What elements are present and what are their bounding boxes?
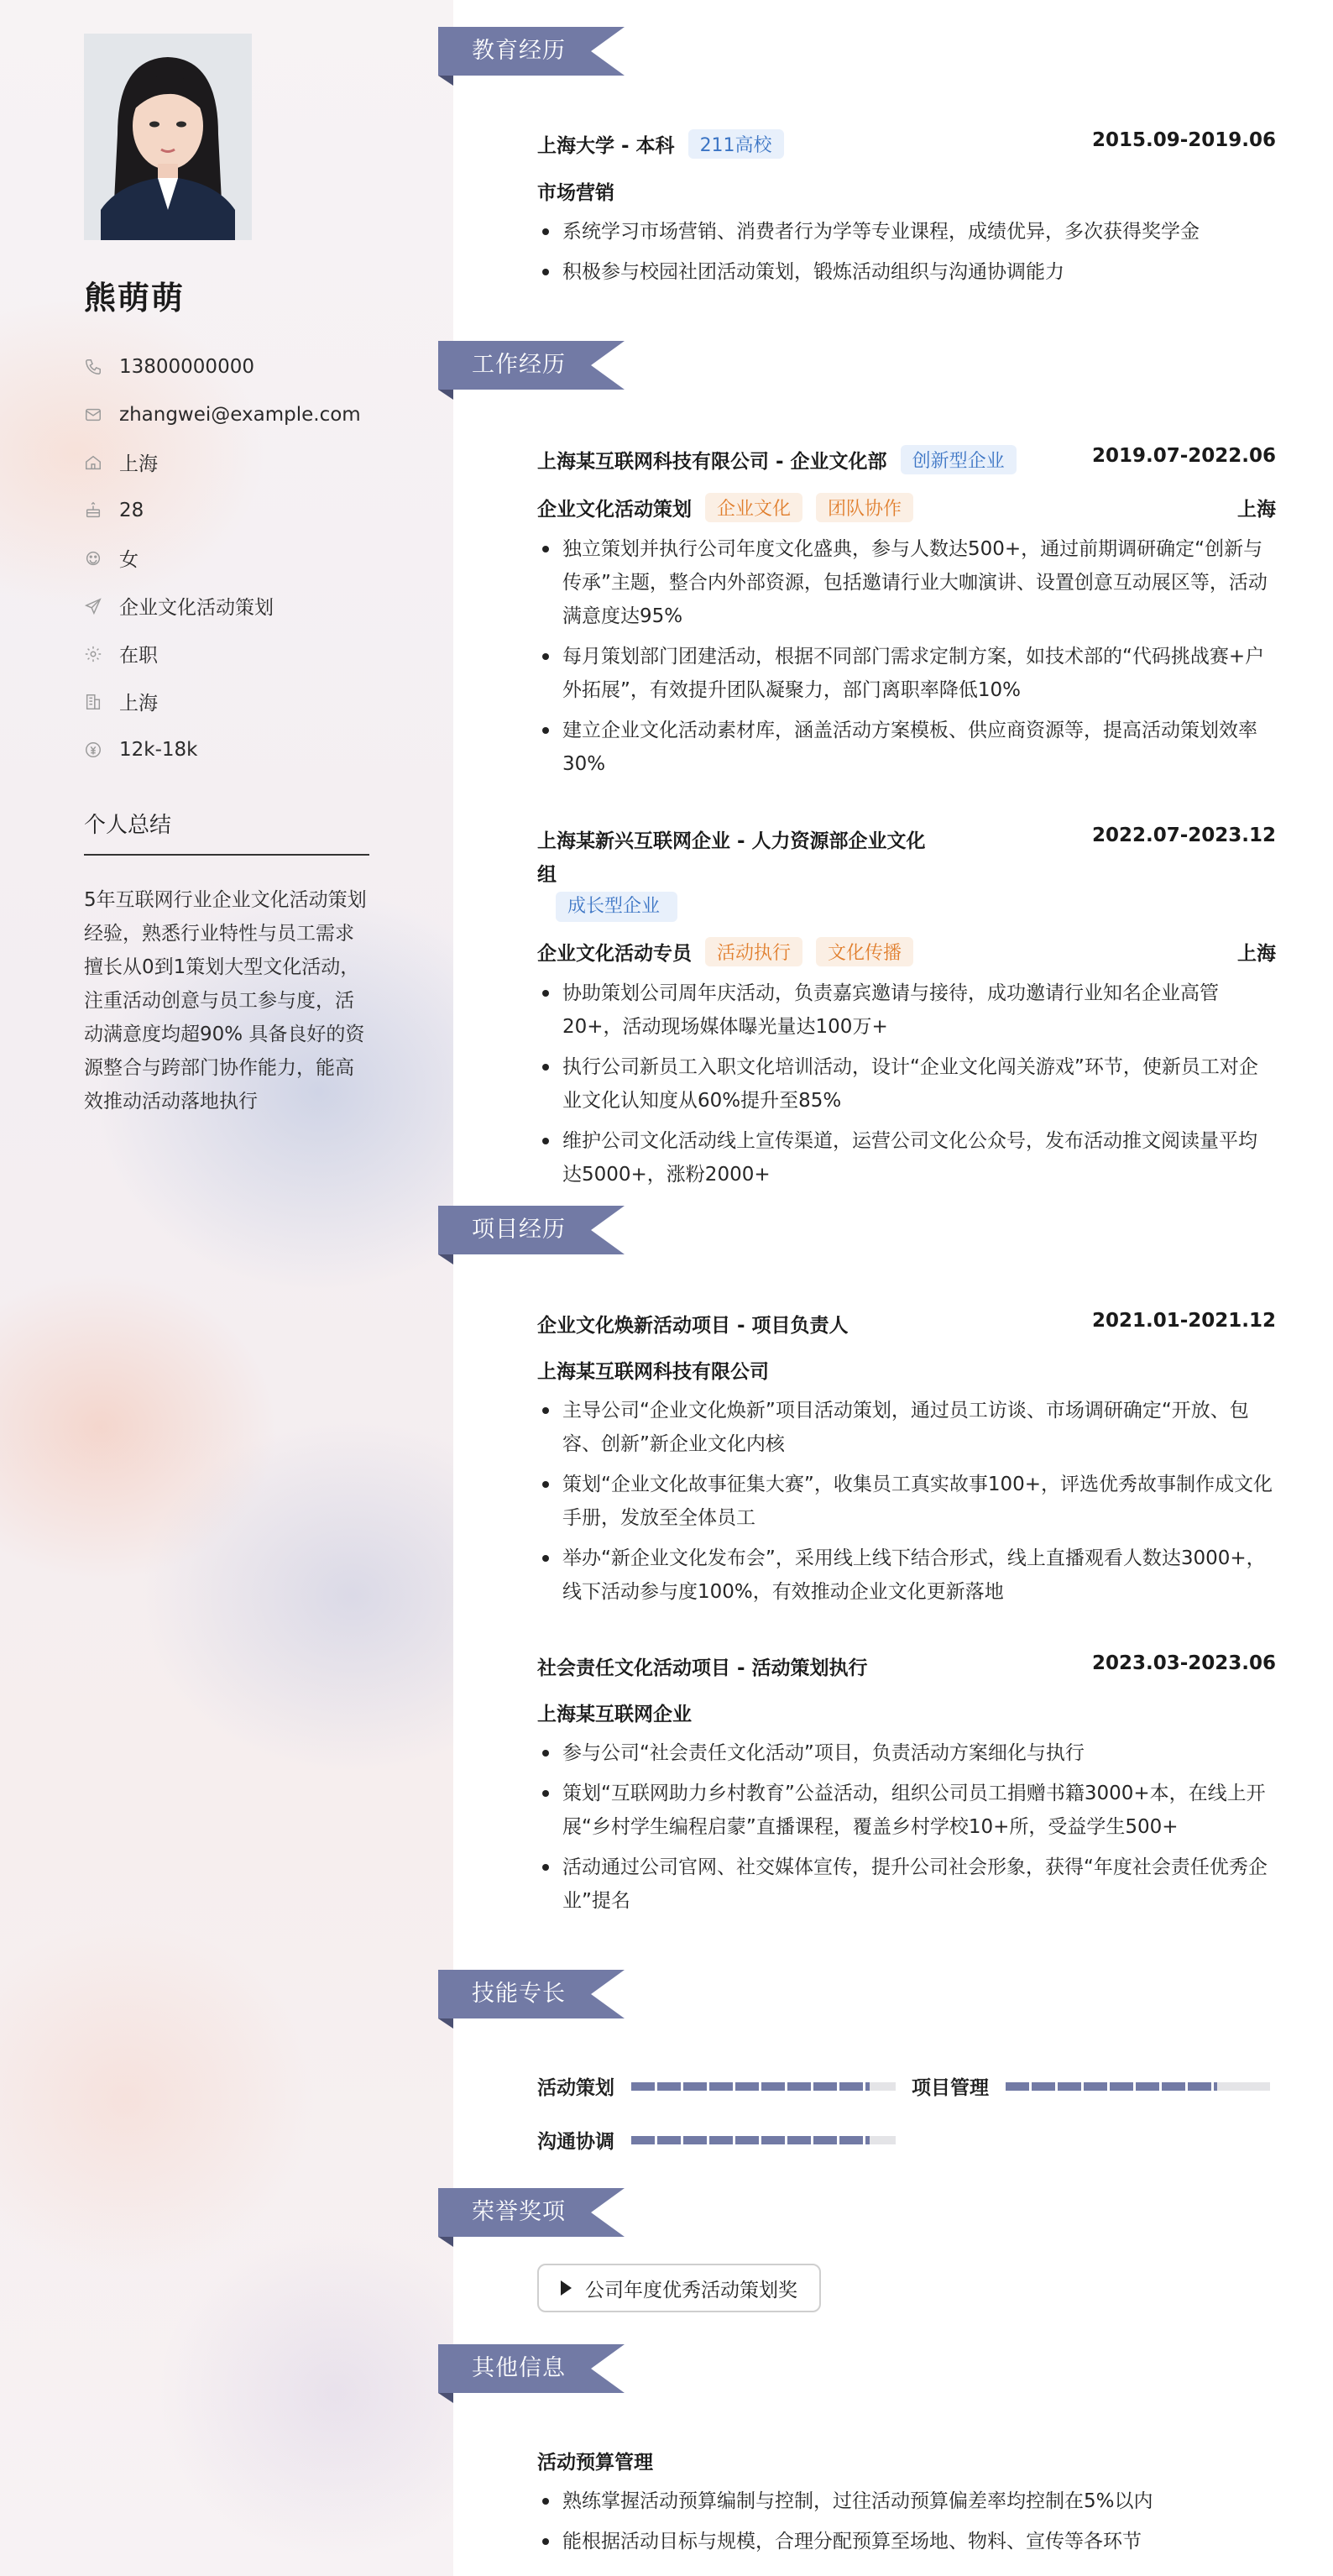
section-header-project: [438, 1206, 640, 1254]
home-icon: [84, 453, 102, 472]
section-title: 技能专长: [472, 1981, 566, 2007]
other-title: 活动预算管理: [537, 2452, 653, 2474]
info-city: [84, 438, 369, 486]
city-text: 上海: [119, 453, 158, 475]
email-text: zhangwei@example.com: [119, 403, 361, 426]
work-entry: [537, 445, 1276, 788]
job-role: 企业文化活动策划: [537, 499, 692, 521]
section-header-other: [438, 2344, 640, 2393]
other-bullets: [537, 2484, 1276, 2558]
skill-bar: [631, 2136, 896, 2144]
section-header-honors: [438, 2188, 640, 2237]
mail-icon: [84, 406, 102, 424]
list-item: 建立企业文化活动素材库，涵盖活动方案模板、供应商资源等，提高活动策划效率30%: [537, 714, 1276, 781]
list-item: 策划“企业文化故事征集大赛”，收集员工真实故事100+，评选优秀故事制作成文化手册，发放至全体员工: [537, 1468, 1276, 1535]
role-tag: 文化传播: [816, 937, 913, 966]
list-item: 参与公司“社会责任文化活动”项目，负责活动方案细化与执行: [537, 1736, 1276, 1770]
list-item: 策划“互联网助力乡村教育”公益活动，组织公司员工捐赠书籍3000+本，在线上开展“乡村学生编程启蒙”直播课程，覆盖乡村学校10+所，受益学生500+: [537, 1777, 1276, 1844]
job-role: 企业文化活动专员: [537, 943, 692, 965]
gear-icon: [84, 645, 102, 663]
profile-name: 熊萌萌: [84, 280, 186, 317]
info-position: [84, 582, 369, 630]
company-tag: 成长型企业: [556, 892, 677, 922]
section-title: 荣誉奖项: [472, 2199, 566, 2225]
send-icon: [84, 597, 102, 615]
play-icon: [561, 2280, 572, 2296]
project-bullets: [537, 1394, 1276, 1609]
skill-name: 沟通协调: [537, 2131, 614, 2153]
info-phone: [84, 343, 369, 390]
building-icon: [84, 693, 102, 711]
project-date: 2021.01-2021.12: [1091, 1310, 1276, 1332]
project-name: 企业文化焕新活动项目 - 项目负责人: [537, 1315, 849, 1337]
education-entry: [537, 129, 1276, 296]
gender-text: 女: [119, 549, 139, 571]
profile-photo: [84, 34, 252, 240]
info-age: [84, 486, 369, 534]
skill-bar-fill: [631, 2082, 870, 2091]
list-item: 能根据活动目标与规模，合理分配预算至场地、物料、宣传等各环节: [537, 2525, 1276, 2558]
work-bullets: [537, 532, 1276, 781]
list-item: 协助策划公司周年庆活动，负责嘉宾邀请与接待，成功邀请行业知名企业高管20+，活动现场媒体曝光量达100万+: [537, 976, 1276, 1044]
gender-icon: [84, 549, 102, 568]
list-item: 每月策划部门团建活动，根据不同部门需求定制方案，如技术部的“代码挑战赛+户外拓展”，有效提升团队凝聚力，部门离职率降低10%: [537, 640, 1276, 707]
skill-item: [537, 2072, 896, 2100]
school-tag: 211高校: [688, 129, 784, 159]
company-tag: 创新型企业: [901, 445, 1017, 474]
project-entry: [537, 1652, 1276, 1924]
summary-text: 5年互联网行业企业文化活动策划经验，熟悉行业特性与员工需求 擅长从0到1策划大型文化活动，注重活动创意与员工参与度，活动满意度均超90% 具备良好的资源整合与跨部门协作能力，能高效推动活动落地执行: [84, 889, 367, 1113]
list-item: 积极参与校园社团活动策划，锻炼活动组织与沟通协调能力: [537, 255, 1276, 289]
avatar: [84, 34, 252, 240]
work-date: 2022.07-2023.12: [1091, 825, 1276, 846]
main-content: [453, 0, 1333, 2576]
skill-item: [537, 2126, 896, 2154]
job-location: 上海: [1237, 499, 1276, 521]
award-text: 公司年度优秀活动策划奖: [585, 2279, 797, 2301]
skill-bar: [631, 2082, 896, 2091]
award-chip: [537, 2264, 821, 2312]
skill-bar-fill: [1006, 2082, 1217, 2091]
money-icon: [84, 741, 102, 759]
company-name: 上海某新兴互联网企业 - 人力资源部企业文化组: [537, 830, 926, 886]
position-text: 企业文化活动策划: [119, 597, 274, 619]
skill-bar: [1006, 2082, 1270, 2091]
phone-text: 13800000000: [119, 355, 254, 378]
cake-icon: [84, 501, 102, 520]
skill-name: 活动策划: [537, 2077, 614, 2099]
list-item: 熟练掌握活动预算编制与控制，过往活动预算偏差率均控制在5%以内: [537, 2484, 1276, 2518]
summary-title: 个人总结: [84, 808, 369, 856]
work-city-text: 上海: [119, 693, 158, 715]
job-location: 上海: [1237, 943, 1276, 965]
phone-icon: [84, 358, 102, 376]
contact-info-list: [84, 343, 369, 773]
sidebar: [0, 0, 453, 2576]
other-entry: [537, 2447, 1276, 2565]
project-date: 2023.03-2023.06: [1091, 1652, 1276, 1674]
role-tag: 企业文化: [705, 493, 802, 522]
section-title: 教育经历: [472, 38, 566, 64]
work-date: 2019.07-2022.06: [1091, 445, 1276, 467]
school-name: 上海大学 - 本科: [537, 135, 675, 157]
skill-bar-fill: [631, 2136, 870, 2144]
section-title: 项目经历: [472, 1217, 566, 1243]
skill-item: [912, 2072, 1270, 2100]
list-item: 维护公司文化活动线上宣传渠道，运营公司文化公众号，发布活动推文阅读量平均达5000+，涨粉2000+: [537, 1124, 1276, 1191]
work-entry: [537, 825, 1276, 1198]
section-header-work: [438, 341, 640, 390]
list-item: 主导公司“企业文化焕新”项目活动策划，通过员工访谈、市场调研确定“开放、包容、创新”新企业文化内核: [537, 1394, 1276, 1461]
list-item: 举办“新企业文化发布会”，采用线上线下结合形式，线上直播观看人数达3000+，线下活动参与度100%，有效推动企业文化更新落地: [537, 1542, 1276, 1609]
project-org: 上海某互联网企业: [537, 1704, 692, 1725]
info-status: [84, 630, 369, 678]
section-title: 工作经历: [472, 352, 566, 378]
company-name: 上海某互联网科技有限公司 - 企业文化部: [537, 451, 887, 473]
info-work-city: [84, 678, 369, 725]
role-tag: 团队协作: [816, 493, 913, 522]
list-item: 活动通过公司官网、社交媒体宣传，提升公司社会形象，获得“年度社会责任优秀企业”提名: [537, 1851, 1276, 1918]
education-date: 2015.09-2019.06: [1091, 129, 1276, 151]
list-item: 执行公司新员工入职文化培训活动，设计“企业文化闯关游戏”环节，使新员工对企业文化认知度从60%提升至85%: [537, 1050, 1276, 1118]
skill-name: 项目管理: [912, 2077, 989, 2099]
list-item: 独立策划并执行公司年度文化盛典，参与人数达500+，通过前期调研确定“创新与传承”主题，整合内外部资源，包括邀请行业大咖演讲、设置创意互动展区等，活动满意度达95%: [537, 532, 1276, 633]
list-item: 系统学习市场营销、消费者行为学等专业课程，成绩优异，多次获得奖学金: [537, 215, 1276, 249]
project-entry: [537, 1310, 1276, 1615]
section-header-skills: [438, 1970, 640, 2018]
work-bullets: [537, 976, 1276, 1191]
info-email: [84, 390, 369, 438]
section-header-education: [438, 27, 640, 76]
project-bullets: [537, 1736, 1276, 1918]
project-org: 上海某互联网科技有限公司: [537, 1361, 769, 1383]
section-title: 其他信息: [472, 2355, 566, 2381]
role-tag: 活动执行: [705, 937, 802, 966]
project-name: 社会责任文化活动项目 - 活动策划执行: [537, 1657, 868, 1679]
status-text: 在职: [119, 645, 158, 667]
education-bullets: [537, 215, 1276, 289]
info-gender: [84, 534, 369, 582]
age-text: 28: [119, 499, 144, 521]
info-salary: [84, 725, 369, 773]
salary-text: 12k-18k: [119, 738, 198, 761]
major: 市场营销: [537, 182, 614, 204]
